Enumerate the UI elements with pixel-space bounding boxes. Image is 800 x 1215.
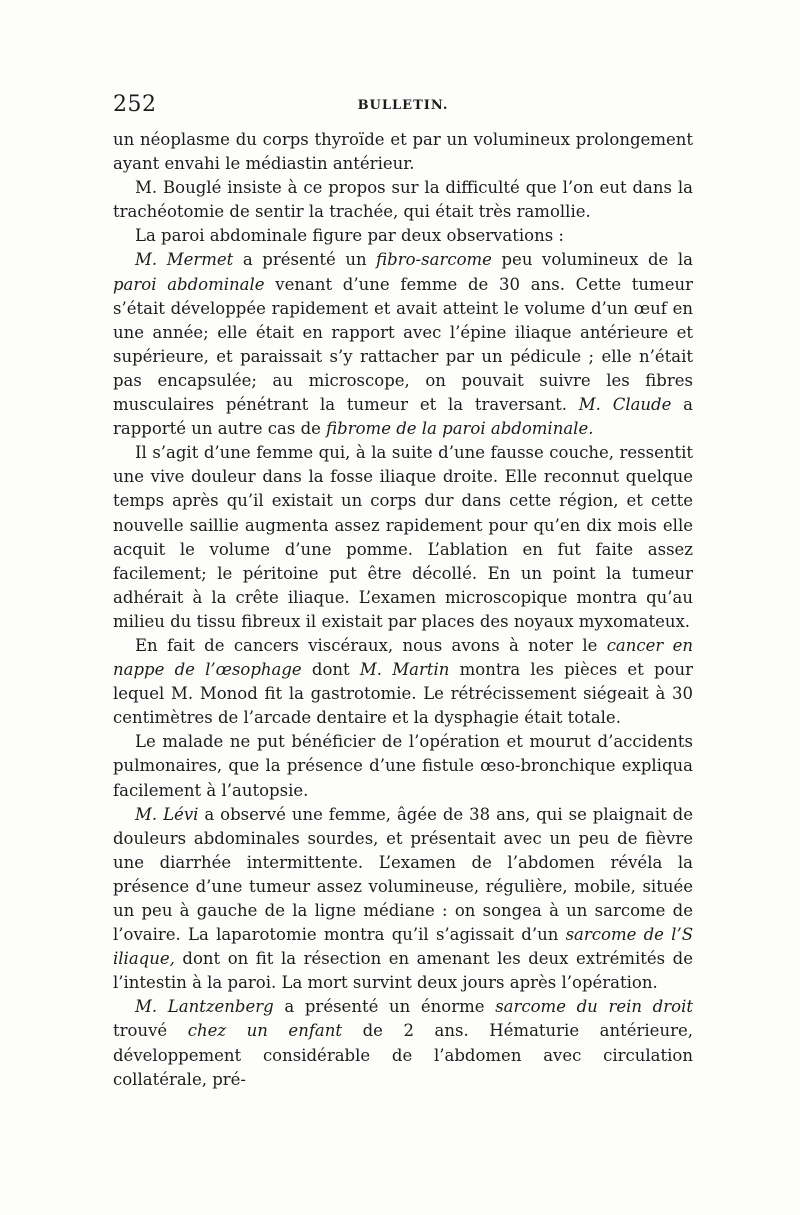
paragraph xyxy=(113,995,693,1091)
paragraph xyxy=(113,803,693,996)
italic-term: sarcome du rein droit xyxy=(495,997,693,1017)
italic-term: fibro-sarcome xyxy=(376,250,492,270)
author-name: M. Martin xyxy=(359,660,450,680)
italic-term: sarcome de l’S iliaque, xyxy=(113,925,693,969)
text-run: En fait de cancers viscéraux, nous avons à noter le xyxy=(135,635,607,655)
text-run: trouvé xyxy=(113,1021,188,1041)
author-name: M. Mermet xyxy=(135,250,234,270)
paragraph xyxy=(113,730,693,802)
author-name: M. Lévi xyxy=(135,804,199,824)
text-run: a présenté un xyxy=(233,250,377,270)
author-name: M. Lantzenberg xyxy=(135,997,274,1017)
text-run: a présenté un énorme xyxy=(273,997,496,1017)
italic-term: chez un enfant xyxy=(187,1021,343,1041)
text-run: Il s’agit d’une femme qui, à la suite d’une fausse couche, ressentit une vive douleur dans la fosse iliaque droite. Elle reconnut quelque temps après qu’il existait un corps dur dans cette région, et cette nouvelle saillie augmenta assez rapidement pour qu’en dix mois elle acquit le volume d’une pomme. L’ablation en fut faite assez facilement; le péritoine put être décollé. En un point la tumeur adhérait à la crête iliaque. L’examen microscopique montra qu’au milieu du tissu fibreux il existait par places des noyaux myxomateux. xyxy=(113,443,693,631)
text-run: a observé une femme, âgée de 38 ans, qui se plaignait de douleurs abdominales sourdes, et présentait avec un peu de fièvre une diarrhée intermittente. L’examen de l’abdomen révéla la présence d’une tumeur assez volumineuse, régulière, mobile, située un peu à gauche de la ligne médiane : on songea à un sarcome de l’ovaire. La laparotomie montra qu’il s’agissait d’un xyxy=(113,804,693,945)
text-run: La paroi abdominale figure par deux observations : xyxy=(135,226,564,246)
page-number: 252 xyxy=(113,92,157,117)
italic-term: paroi abdominale xyxy=(113,274,265,294)
text-run: de 2 ans. Hématurie antérieure, développement considérable de l’abdomen avec circulation collatérale, pré- xyxy=(113,1021,693,1089)
text-run: un néoplasme du corps thyroïde et par un volumineux prolongement ayant envahi le médiastin antérieur. xyxy=(113,130,693,174)
text-run: dont xyxy=(301,660,360,680)
journal-title: BULLETIN. xyxy=(357,98,449,113)
text-run: peu volumineux de la xyxy=(491,250,694,270)
text-run: Le malade ne put bénéficier de l’opération et mourut d’accidents pulmonaires, que la présence d’une fistule œso-bronchique expliqua facilement à l’autopsie. xyxy=(113,732,693,800)
paragraph xyxy=(113,248,693,441)
text-run: montra les pièces et pour lequel M. Monod fit la gastrotomie. Le rétrécissement siégeait à 30 centimètres de l’arcade dentaire et la dysphagie était totale. xyxy=(113,660,694,728)
text-run: M. Bouglé insiste à ce propos sur la difficulté que l’on eut dans la trachéotomie de sentir la trachée, qui était très ramollie. xyxy=(113,178,693,222)
paragraph xyxy=(113,634,693,730)
text-run: a rapporté un autre cas de xyxy=(113,395,693,439)
body-text xyxy=(113,128,693,1092)
text-run: dont on fit la résection en amenant les deux extrémités de l’intestin à la paroi. La mort survint deux jours après l’opération. xyxy=(113,949,693,993)
text-run: venant d’une femme de 30 ans. Cette tumeur s’était développée rapidement et avait atteint le volume d’un œuf en une année; elle était en rapport avec l’épine iliaque antérieure et supérieure, et paraissait s’y rattacher par un pédicule ; elle n’était pas encapsulée; au microscope, on pouvait suivre les fibres musculaires pénétrant la tumeur et la traversant. xyxy=(113,274,693,415)
author-name: M. Claude xyxy=(578,395,672,415)
running-head xyxy=(113,92,693,122)
paragraph xyxy=(113,441,693,634)
paragraph xyxy=(113,176,693,224)
italic-term: fibrome de la paroi abdominale. xyxy=(326,419,594,439)
paragraph xyxy=(113,128,693,176)
paragraph xyxy=(113,224,693,248)
italic-term: cancer en nappe de l’œsophage xyxy=(113,635,693,680)
